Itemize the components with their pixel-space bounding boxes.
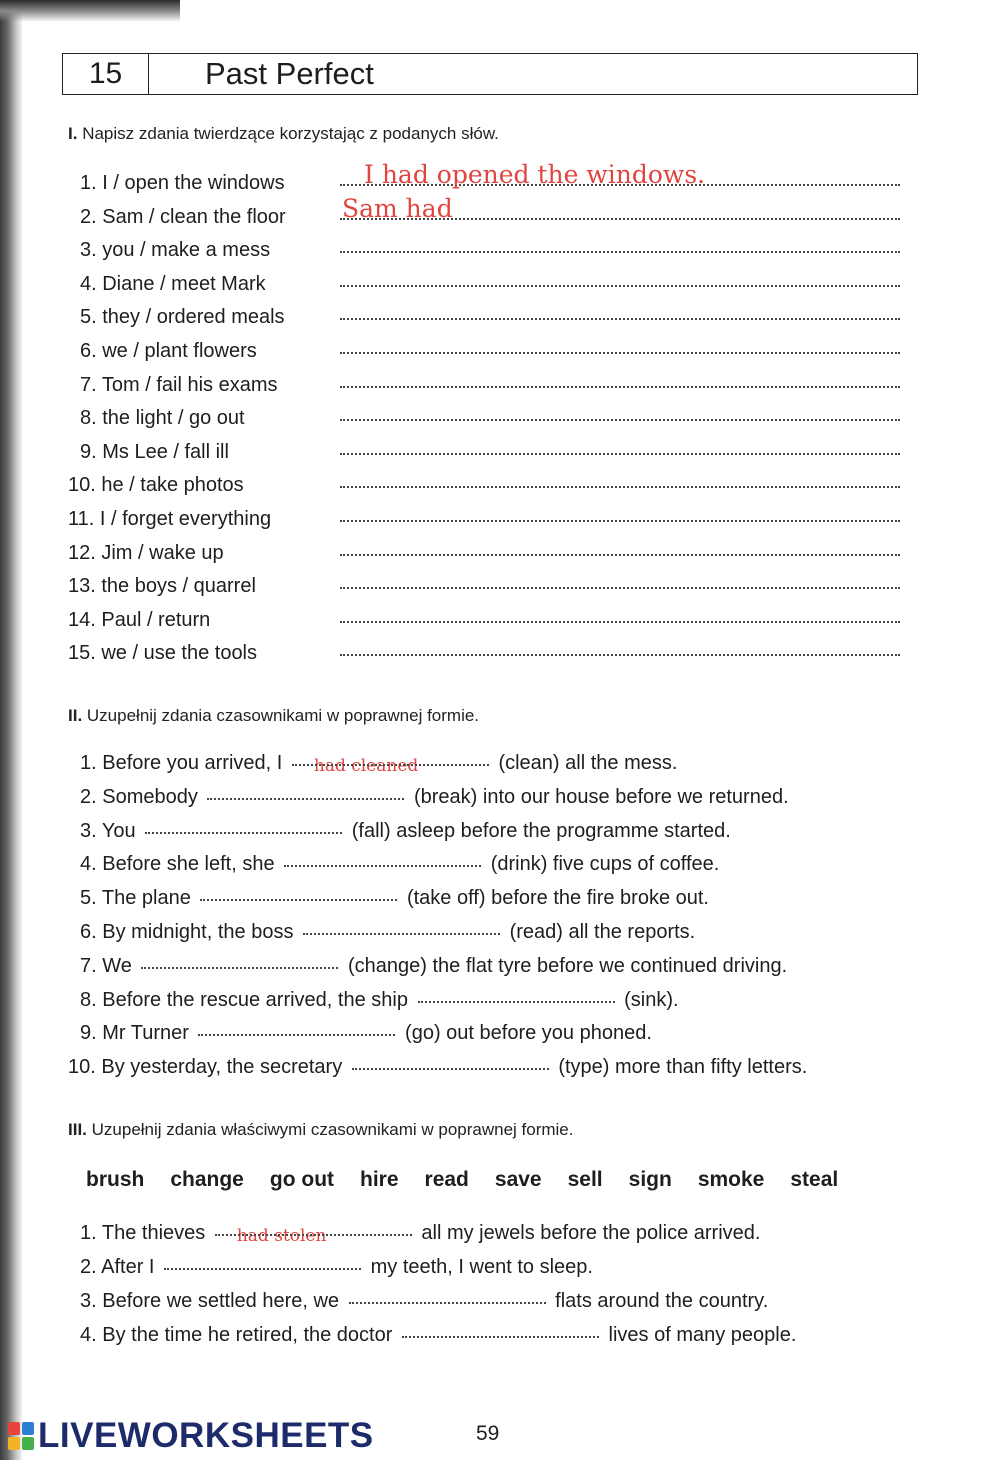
exercise2-text-after: (fall) asleep before the programme started. — [351, 819, 731, 842]
exercise3-text-after: all my jewels before the police arrived. — [421, 1222, 761, 1244]
word-bank-item: smoke — [697, 1168, 765, 1191]
section1-instruction — [68, 124, 499, 144]
exercise1-prompt: 13. the boys / quarrel — [68, 575, 256, 598]
exercise1-prompt: 4. Diane / meet Mark — [80, 272, 266, 295]
exercise1-answer-line[interactable] — [340, 352, 900, 354]
exercise2-text-before: 3. You — [80, 819, 136, 842]
exercise2-text-after: (go) out before you phoned. — [405, 1022, 652, 1045]
section2-instruction — [68, 706, 479, 726]
exercise1-answer[interactable]: I had opened the windows. — [364, 160, 706, 189]
exercise1-answer-line[interactable] — [340, 251, 900, 253]
word-bank-item: steal — [790, 1168, 839, 1191]
exercise1-answer-line[interactable] — [340, 520, 900, 522]
exercise1-item — [68, 640, 908, 670]
exercise3-item — [80, 1256, 593, 1279]
exercise2-text-after: (drink) five cups of coffee. — [490, 853, 720, 876]
exercise2-item — [80, 887, 709, 910]
exercise2-text-before: 9. Mr Turner — [80, 1022, 189, 1045]
page-number: 59 — [476, 1422, 500, 1445]
logo-text: LIVEWORKSHEETS — [38, 1416, 374, 1455]
exercise2-text-after: (clean) all the mess. — [498, 752, 678, 774]
exercise1-prompt: 2. Sam / clean the floor — [80, 205, 286, 228]
word-bank-item: save — [494, 1168, 542, 1191]
exercise3-text-before: 3. Before we settled here, we — [80, 1290, 340, 1312]
exercise1-item — [80, 304, 920, 334]
section1-numeral: I. — [68, 124, 78, 143]
exercise2-text-after: (read) all the reports. — [509, 921, 696, 943]
exercise1-prompt: 9. Ms Lee / fall ill — [80, 440, 229, 463]
exercise2-item — [80, 1022, 652, 1045]
exercise2-text-before: 1. Before you arrived, I — [80, 752, 283, 774]
exercise3-text-before: 1. The thieves — [80, 1222, 206, 1244]
exercise2-item — [80, 989, 679, 1012]
word-bank-item: read — [424, 1168, 469, 1191]
exercise1-prompt: 1. I / open the windows — [80, 172, 285, 194]
exercise3-text-after: my teeth, I went to sleep. — [370, 1256, 593, 1278]
exercise2-text-after: (sink). — [624, 988, 679, 1011]
unit-number: 15 — [63, 54, 149, 94]
word-bank — [86, 1168, 864, 1192]
word-bank-item: sell — [567, 1168, 603, 1191]
word-bank-item: brush — [86, 1168, 145, 1191]
exercise3-item — [80, 1222, 760, 1245]
word-bank-item: hire — [360, 1168, 399, 1191]
exercise2-item — [80, 955, 787, 978]
exercise1-answer-line[interactable] — [340, 453, 900, 455]
exercise1-answer-line[interactable] — [340, 318, 900, 320]
word-bank-item: sign — [628, 1168, 672, 1191]
exercise1-prompt: 6. we / plant flowers — [80, 340, 257, 362]
section3-numeral: III. — [68, 1120, 87, 1139]
exercise1-item — [68, 472, 908, 502]
exercise1-answer[interactable]: Sam had — [342, 193, 453, 223]
exercise2-item — [80, 921, 695, 944]
exercise1-prompt: 3. you / make a mess — [80, 239, 271, 262]
exercise3-text-before: 4. By the time he retired, the doctor — [80, 1324, 393, 1346]
exercise2-text-before: 7. We — [80, 954, 132, 977]
exercise1-item — [68, 607, 908, 637]
exercise1-answer-line[interactable] — [340, 419, 900, 421]
liveworksheets-logo — [8, 1416, 374, 1456]
exercise1-item — [80, 372, 920, 402]
exercise1-answer-line[interactable] — [340, 486, 900, 488]
word-bank-item: change — [170, 1168, 244, 1191]
exercise1-answer-line[interactable] — [340, 554, 900, 556]
top-edge-shadow — [0, 0, 180, 22]
exercise1-item — [80, 338, 920, 368]
exercise3-text-before: 2. After I — [80, 1256, 155, 1278]
exercise1-prompt: 12. Jim / wake up — [68, 541, 224, 564]
exercise2-text-before: 2. Somebody — [80, 785, 198, 808]
exercise1-prompt: 8. the light / go out — [80, 407, 245, 430]
section3-instruction-text: Uzupełnij zdania właściwymi czasownikami w poprawnej formie. — [91, 1120, 574, 1139]
exercise2-answer[interactable]: had cleaned — [313, 756, 419, 776]
exercise3-item — [80, 1324, 796, 1347]
exercise1-item — [80, 160, 920, 200]
section2-instruction-text: Uzupełnij zdania czasownikami w poprawnej formie. — [86, 706, 480, 725]
exercise1-prompt: 11. I / forget everything — [68, 508, 272, 530]
exercise2-text-after: (take off) before the fire broke out. — [406, 887, 709, 910]
exercise1-item — [80, 405, 920, 435]
exercise1-answer-line[interactable] — [340, 621, 900, 623]
book-spine-shadow — [0, 0, 22, 1460]
exercise1-answer-line[interactable] — [340, 587, 900, 589]
exercise1-item — [80, 439, 920, 469]
unit-header — [62, 53, 918, 95]
exercise3-answer[interactable]: had stolen — [236, 1226, 327, 1246]
exercise1-item — [80, 271, 920, 301]
exercise1-prompt: 7. Tom / fail his exams — [80, 373, 278, 396]
exercise2-text-before: 6. By midnight, the boss — [80, 921, 294, 943]
exercise2-text-after: (change) the flat tyre before we continued driving. — [348, 954, 788, 977]
section3-instruction — [68, 1120, 573, 1140]
exercise2-text-before: 10. By yesterday, the secretary — [68, 1056, 343, 1079]
logo-icon — [8, 1422, 34, 1450]
exercise1-prompt: 10. he / take photos — [68, 474, 244, 497]
exercise1-item — [68, 506, 908, 536]
exercise2-text-after: (break) into our house before we returned. — [413, 785, 789, 808]
exercise2-text-after: (type) more than fifty letters. — [558, 1056, 808, 1079]
unit-title: Past Perfect — [205, 56, 374, 91]
exercise1-item — [80, 193, 920, 234]
exercise2-item — [80, 786, 789, 809]
exercise2-item — [80, 752, 677, 775]
exercise1-item — [80, 237, 920, 267]
exercise1-answer-line[interactable] — [340, 386, 900, 388]
exercise3-text-after: flats around the country. — [555, 1290, 769, 1312]
exercise1-item — [68, 573, 908, 603]
exercise1-prompt: 15. we / use the tools — [68, 642, 258, 665]
exercise2-item — [80, 853, 719, 876]
exercise3-text-after: lives of many people. — [608, 1324, 797, 1346]
exercise1-item — [68, 540, 908, 570]
exercise3-item — [80, 1290, 768, 1313]
exercise2-text-before: 8. Before the rescue arrived, the ship — [80, 988, 408, 1011]
word-bank-item: go out — [269, 1168, 335, 1191]
section1-instruction-text: Napisz zdania twierdzące korzystając z podanych słów. — [82, 124, 499, 143]
exercise2-text-before: 5. The plane — [80, 887, 191, 910]
exercise1-prompt: 14. Paul / return — [68, 608, 211, 631]
exercise1-prompt: 5. they / ordered meals — [80, 306, 285, 329]
section2-numeral: II. — [68, 706, 83, 725]
exercise1-answer-line[interactable] — [340, 654, 900, 656]
exercise2-item — [80, 820, 731, 843]
exercise1-answer-line[interactable] — [340, 285, 900, 287]
exercise2-text-before: 4. Before she left, she — [80, 853, 275, 876]
exercise2-item — [68, 1056, 807, 1079]
